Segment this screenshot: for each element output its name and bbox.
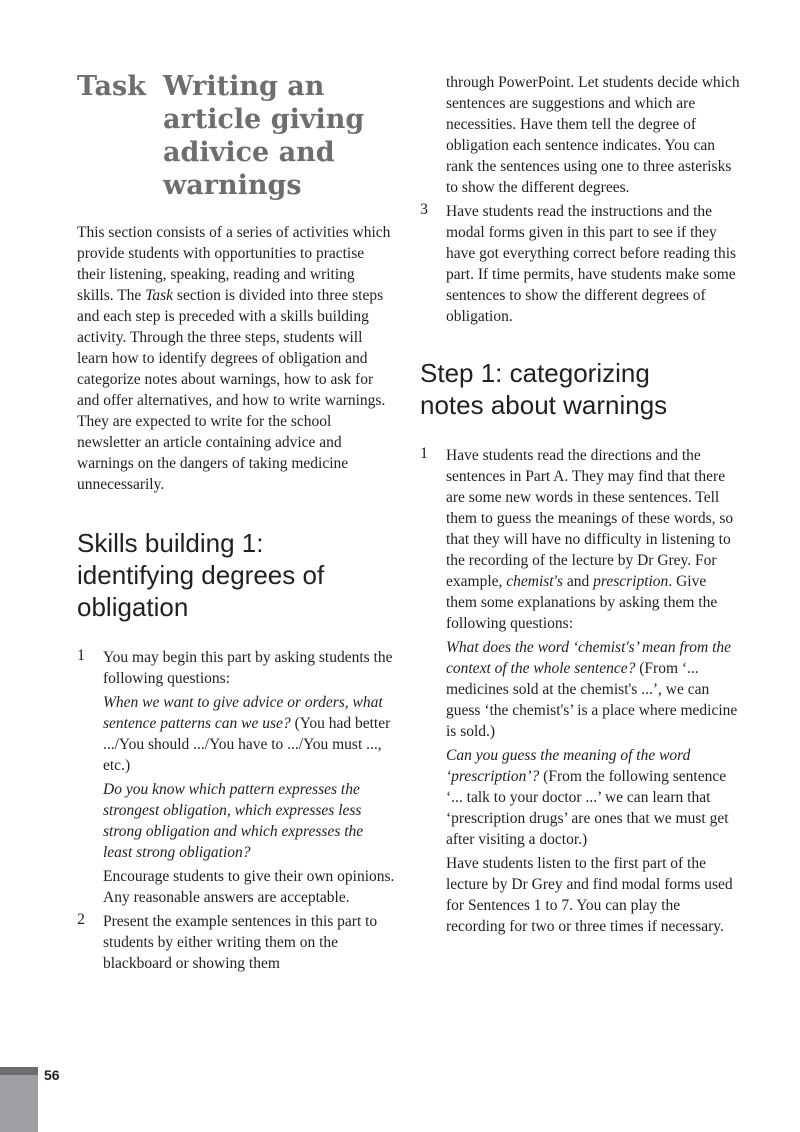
question-text: When we want to give advice or orders, what sentence patterns can we use? [103, 694, 383, 732]
list-number: 1 [77, 647, 85, 664]
intro-text: This section consists of a series of activities which provide students with opportunities to practise their listening, speaking, reading and writing skills. The [77, 224, 391, 304]
item-question [103, 692, 395, 776]
task-label: Task [77, 71, 146, 102]
list-number: 3 [420, 201, 428, 218]
step1-heading-line: Step 1: categorizing [420, 358, 650, 388]
step1-heading-line: notes about warnings [420, 390, 668, 420]
left-column [77, 222, 395, 977]
list-item [77, 647, 395, 908]
item-question: Do you know which pattern expresses the strongest obligation, which expresses less strong obligation and which expresses the least strong obligation? [103, 781, 364, 861]
item-paragraph: Have students listen to the first part of the lecture by Dr Grey and find modal forms used for Sentences 1 to 7. You can play the recording for two or three times if necessary. [446, 855, 733, 935]
skills-heading-line: identifying degrees of [77, 560, 325, 590]
right-column [420, 72, 740, 940]
question-answer: (From the following sentence ‘... talk to your doctor ...’ we can learn that ‘prescription drugs’ are ones that we must get after visiting a doctor.) [446, 768, 729, 848]
item-paragraph: through PowerPoint. Let students decide which sentences are suggestions and which are necessities. Have them tell the degree of obligation each sentence indicates. You can rank the sentences using one to three asterisks to show the different degrees. [446, 74, 740, 196]
question-answer: (From ‘... medicines sold at the chemist's ...’, we can guess ‘the chemist's’ is a place where medicine is sold.) [446, 660, 738, 740]
skills-heading [77, 527, 395, 623]
item-paragraph: Present the example sentences in this part to students by either writing them on the blackboard or showing them [103, 913, 378, 972]
list-item [420, 445, 740, 937]
paragraph-text: and [562, 573, 594, 590]
task-title [163, 70, 413, 202]
paragraph-text: Have students read the directions and the sentences in Part A. They may find that there are some new words in these sentences. Tell them to guess the meanings of these words, so that they will have no difficulty in listening to the recording of the lecture by Dr Grey. For example, [446, 447, 734, 590]
list-number: 1 [420, 445, 428, 462]
question-text: What does the word ‘chemist's’ mean from the context of the whole sentence? [446, 639, 732, 677]
page-tab [0, 1067, 38, 1132]
item-paragraph: Encourage students to give their own opinions. Any reasonable answers are acceptable. [103, 868, 395, 906]
item-question [446, 745, 740, 850]
list-number: 2 [77, 911, 85, 928]
step1-heading [420, 357, 740, 421]
skills-heading-line: Skills building 1: [77, 528, 264, 558]
question-answer: (You had better .../You should .../You have to .../You must ..., etc.) [103, 715, 391, 774]
task-title-line: article giving [163, 104, 365, 135]
intro-paragraph [77, 222, 395, 495]
intro-emphasis: Task [145, 287, 174, 304]
emphasis-word: prescription [593, 573, 669, 590]
task-title-line: warnings [163, 170, 302, 201]
item-paragraph: Have students read the instructions and the modal forms given in this part to see if they have got everything correct before reading this part. If time permits, have students make some sentences to show the different degrees of obligation. [446, 203, 737, 325]
task-title-line: Writing an [163, 71, 325, 102]
question-text: Can you guess the meaning of the word ‘prescription’? [446, 747, 691, 785]
list-item [420, 201, 740, 327]
skills-heading-line: obligation [77, 592, 189, 622]
item-paragraph: You may begin this part by asking students the following questions: [103, 649, 393, 687]
page-tab-accent [0, 1067, 38, 1075]
paragraph-text: . Give them some explanations by asking them the following questions: [446, 573, 718, 632]
list-item-continued [420, 72, 740, 198]
item-paragraph [446, 445, 740, 634]
item-question [446, 637, 740, 742]
intro-text-rest: section is divided into three steps and each step is preceded with a skills building activity. Through the three steps, students will learn how to identify degrees of obligation and categorize notes about warnings, how to ask for and offer alternatives, and how to write warnings. They are expected to write for the school newsletter an article containing advice and warnings on the dangers of taking medicine unnecessarily. [77, 287, 386, 493]
page-number: 56 [44, 1067, 60, 1083]
list-item [77, 911, 395, 974]
task-title-line: adivice and [163, 137, 335, 168]
emphasis-word: chemist's [506, 573, 563, 590]
